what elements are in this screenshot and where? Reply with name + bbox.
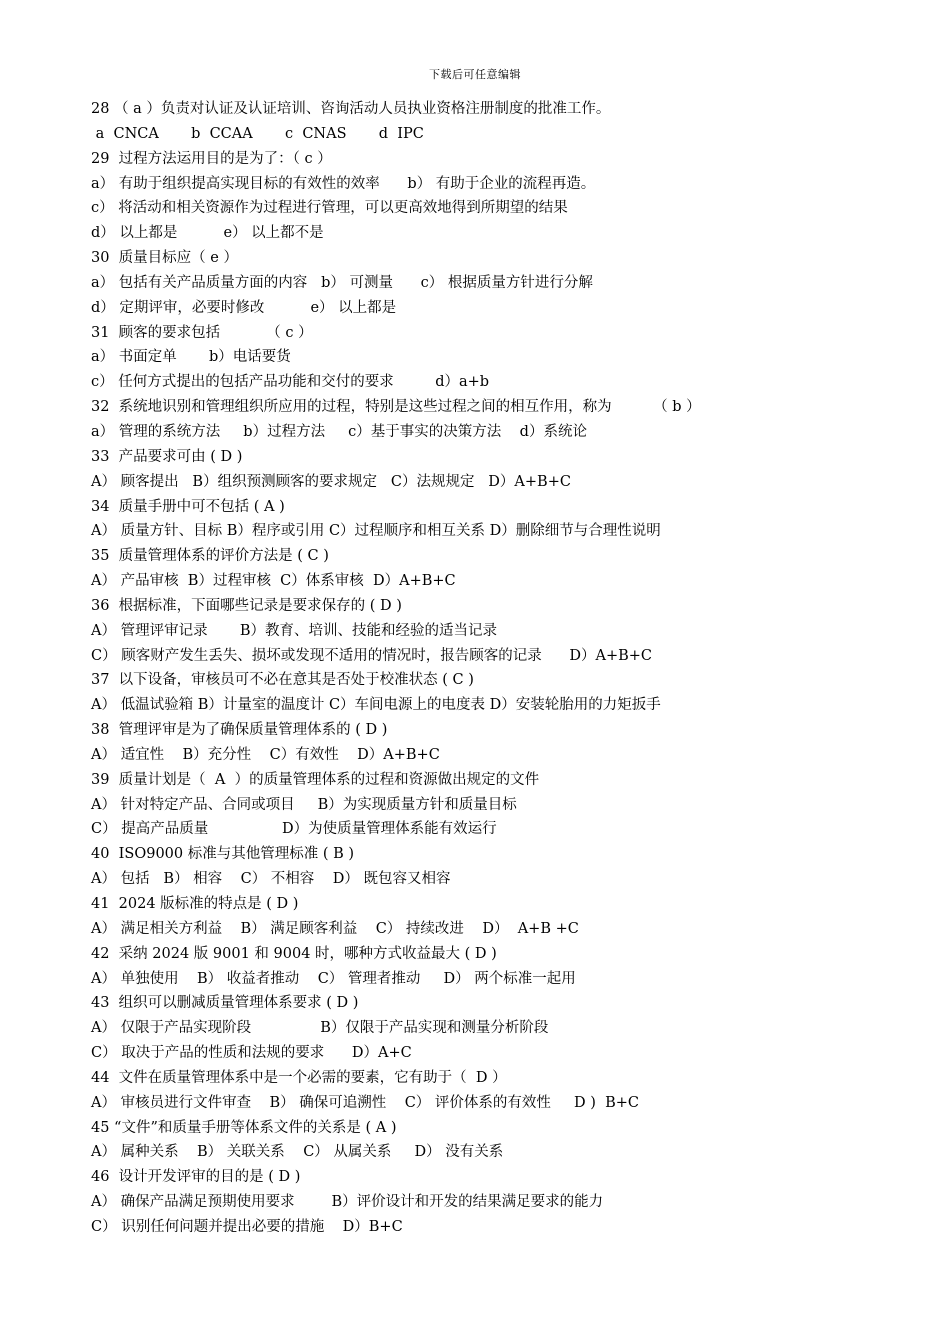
text-line: 46 设计开发评审的目的是 ( D ) — [91, 1169, 301, 1186]
text-line: C） 取决于产品的性质和法规的要求 D）A+C — [91, 1045, 412, 1062]
text-line: d） 以上都是 e） 以上都不是 — [91, 225, 324, 242]
text-line: 36 根据标准，下面哪些记录是要求保存的 ( D ) — [91, 597, 402, 614]
text-line: 32 系统地识别和管理组织所应用的过程，特别是这些过程之间的相互作用，称为 （ b ） — [91, 399, 701, 416]
text-line: 31 顾客的要求包括 （ c ） — [91, 324, 313, 341]
text-line: C） 识别任何问题并提出必要的措施 D）B+C — [91, 1218, 403, 1235]
text-line: 38 管理评审是为了确保质量管理体系的 ( D ) — [91, 722, 388, 739]
text-line: A） 仅限于产品实现阶段 B）仅限于产品实现和测量分析阶段 — [91, 1020, 549, 1037]
text-line: C） 顾客财产发生丢失、损坏或发现不适用的情况时，报告顾客的记录 D）A+B+C — [91, 647, 653, 664]
text-line: 41 2024 版标准的特点是 ( D ) — [91, 896, 299, 912]
text-line: c） 将活动和相关资源作为过程进行管理，可以更高效地得到所期望的结果 — [91, 200, 568, 217]
text-line: A） 适宜性 B）充分性 C）有效性 D）A+B+C — [91, 746, 440, 763]
text-line: A） 产品审核 B）过程审核 C）体系审核 D）A+B+C — [91, 573, 456, 590]
text-line: 37 以下设备，审核员可不必在意其是否处于校准状态 ( C ) — [91, 672, 474, 689]
text-line: A） 包括 B） 相容 C） 不相容 D） 既包容又相容 — [91, 871, 451, 888]
text-line: C） 提高产品质量 D）为使质量管理体系能有效运行 — [91, 821, 497, 838]
text-line: 44 文件在质量管理体系中是一个必需的要素，它有助于（ D ） — [91, 1069, 507, 1086]
text-line: 39 质量计划是（ A ）的质量管理体系的过程和资源做出规定的文件 — [91, 771, 540, 788]
text-line: A） 确保产品满足预期使用要求 B）评价设计和开发的结果满足要求的能力 — [91, 1194, 604, 1211]
text-line: A） 审核员进行文件审查 B） 确保可追溯性 C） 评价体系的有效性 D ) B+C — [91, 1094, 639, 1111]
text-line: c） 任何方式提出的包括产品功能和交付的要求 d）a+b — [91, 374, 490, 391]
text-line: A） 属种关系 B） 关联关系 C） 从属关系 D） 没有关系 — [91, 1144, 504, 1161]
text-line: A） 针对特定产品、合同或项目 B）为实现质量方针和质量目标 — [91, 796, 517, 813]
text-line: 42 采纳 2024 版 9001 和 9004 时，哪种方式收益最大 ( D ) — [91, 945, 497, 962]
text-line: A） 管理评审记录 B）教育、培训、技能和经验的适当记录 — [91, 622, 497, 639]
text-line: a） 管理的系统方法 b）过程方法 c）基于事实的决策方法 d）系统论 — [91, 423, 587, 440]
document-body — [91, 97, 911, 1240]
text-line: a CNCA b CCAA c CNAS d IPC — [91, 125, 424, 142]
text-line: 30 质量目标应（ e ） — [91, 250, 238, 267]
text-line: 35 质量管理体系的评价方法是 ( C ) — [91, 548, 329, 565]
text-line: a） 书面定单 b）电话要货 — [91, 349, 291, 366]
text-line: 33 产品要求可由 ( D ) — [91, 448, 243, 465]
text-line: d） 定期评审，必要时修改 e） 以上都是 — [91, 299, 397, 316]
text-line: A） 质量方针、目标 B）程序或引用 C）过程顺序和相互关系 D）删除细节与合理性说明 — [91, 523, 661, 540]
text-line: a） 有助于组织提高实现目标的有效性的效率 b） 有助于企业的流程再造。 — [91, 175, 596, 192]
text-line: A） 满足相关方利益 B） 满足顾客利益 C） 持续改进 D） A+B +C — [91, 920, 579, 937]
text-line: A） 顾客提出 B）组织预测顾客的要求规定 C）法规规定 D）A+B+C — [91, 473, 571, 490]
text-line: 43 组织可以删减质量管理体系要求 ( D ) — [91, 995, 359, 1012]
text-line: 28 （ a ）负责对认证及认证培训、咨询活动人员执业资格注册制度的批准工作。 — [91, 101, 611, 117]
page-header: 下载后可任意编辑 — [429, 68, 521, 81]
text-line: a） 包括有关产品质量方面的内容 b） 可测量 c） 根据质量方针进行分解 — [91, 274, 593, 291]
text-line: 29 过程方法运用目的是为了：（ c ） — [91, 150, 332, 167]
text-line: A） 低温试验箱 B）计量室的温度计 C）车间电源上的电度表 D）安装轮胎用的力矩扳手 — [91, 697, 661, 714]
text-line: 40 ISO9000 标准与其他管理标准 ( B ) — [91, 846, 355, 863]
text-line: 34 质量手册中可不包括 ( A ) — [91, 498, 285, 515]
text-line: 45 “文件”和质量手册等体系文件的关系是 ( A ) — [91, 1119, 397, 1136]
text-line: A） 单独使用 B） 收益者推动 C） 管理者推动 D） 两个标准一起用 — [91, 970, 576, 987]
